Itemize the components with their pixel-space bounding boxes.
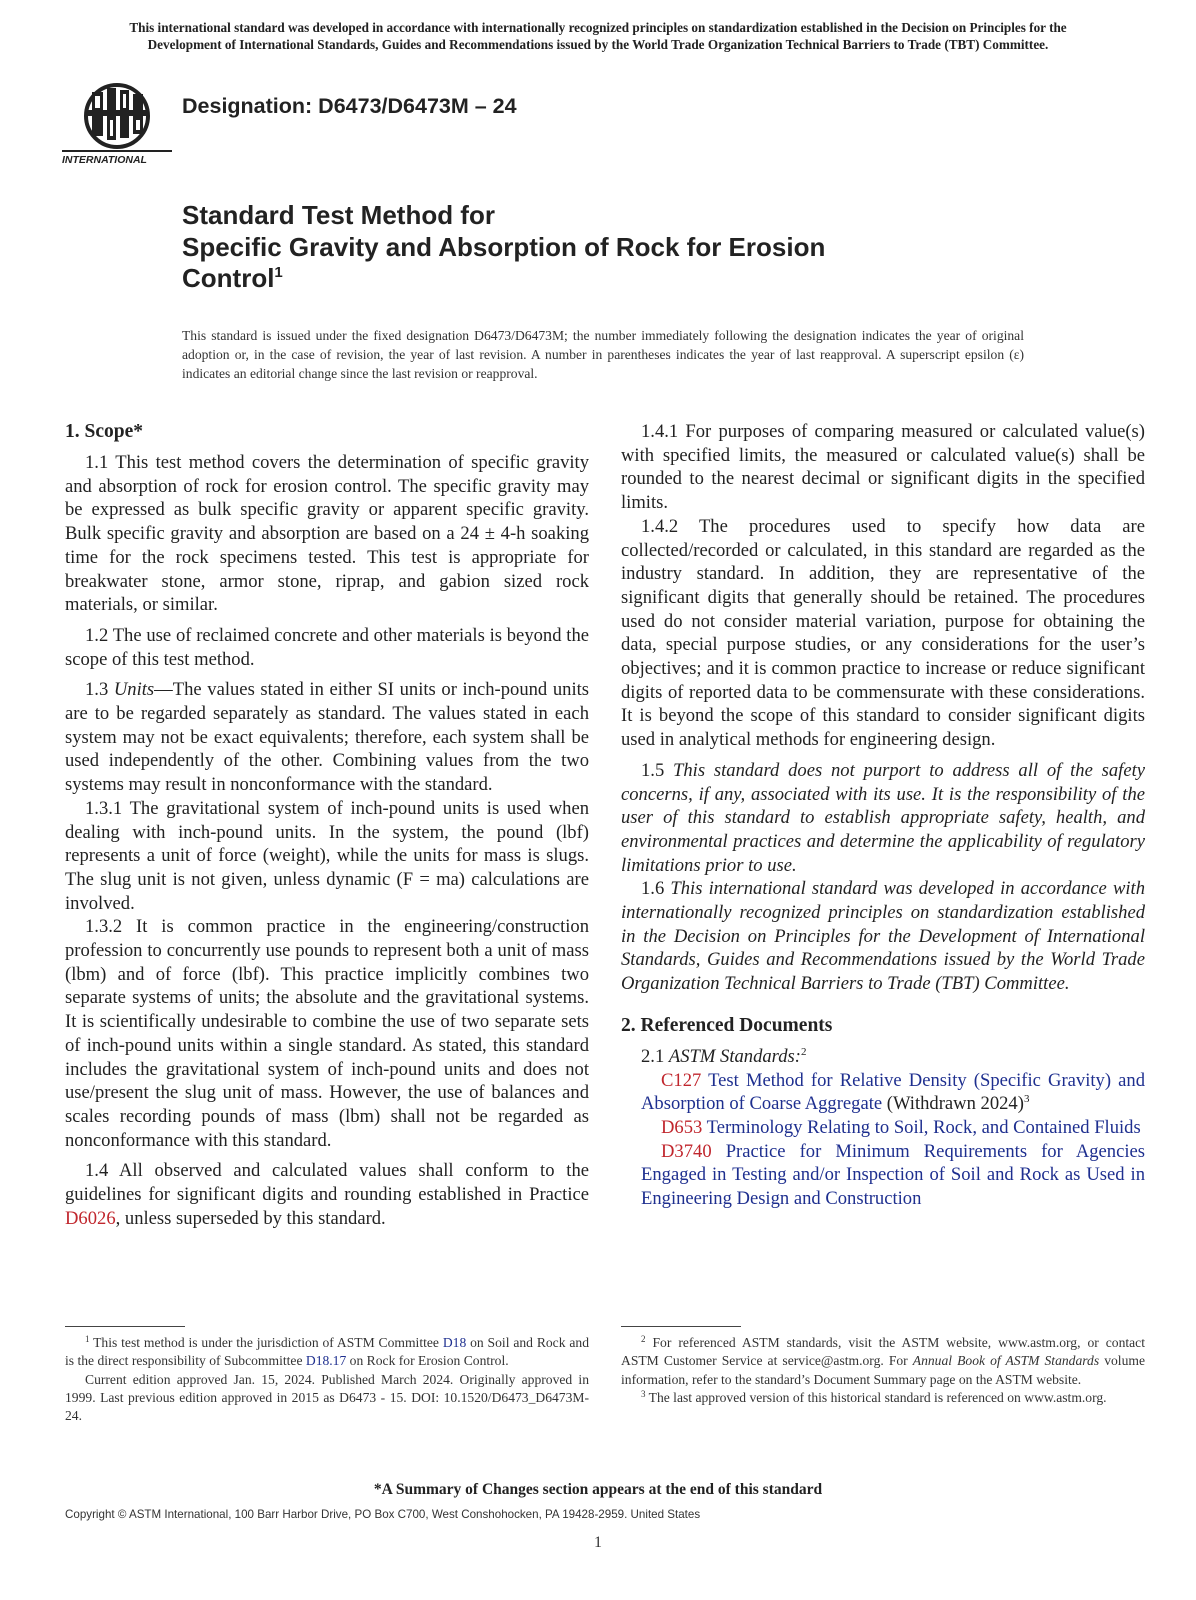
para-1-5: 1.5 This standard does not purport to address all of the safety concerns, if any, associated with its use. It is the responsibility of the user of this standard to establish appropriate safety, health, and environmental practices and determine the applicability of regulatory limitations prior to use.	[621, 759, 1145, 876]
ref-item-d3740[interactable]: D3740 Practice for Minimum Requirements for Agencies Engaged in Testing and/or Inspection of Soil and Rock as Used in Engineering Design and Construction	[641, 1140, 1145, 1210]
para-1-2: 1.2 The use of reclaimed concrete and other materials is beyond the scope of this test method.	[65, 624, 589, 670]
link-d6026[interactable]: D6026	[65, 1207, 116, 1229]
footnotes-left	[65, 1334, 589, 1425]
wto-notice-line1: This international standard was developed in accordance with internationally recognized principles on standardization established in the Decision on Principles for the	[129, 20, 1067, 35]
document-title	[182, 200, 1082, 295]
units-label: Units	[113, 679, 155, 701]
footnote-1-edition: Current edition approved Jan. 15, 2024. Published March 2024. Originally approved in 1999. Last previous edition approved in 2015 as D6473 - 15. DOI: 10.1520/D6473_D6473M-24.	[65, 1371, 589, 1424]
ref-item-c127[interactable]: C127 Test Method for Relative Density (Specific Gravity) and Absorption of Coarse Aggregate (Withdrawn 2024)$^3$	[641, 1069, 1145, 1115]
link-d18[interactable]: D18	[442, 1335, 467, 1350]
page-number: 1	[594, 1534, 602, 1551]
wto-notice-line2: Development of International Standards, Guides and Recommendations issued by the World Trade Organization Technical Barriers to Trade (TBT) Committee.	[147, 36, 1049, 52]
designation: Designation: D6473/D6473M – 24	[182, 94, 517, 118]
title-footnote-mark: 1	[274, 264, 283, 281]
footnote-2: $^2$ For referenced ASTM standards, visit the ASTM website, www.astm.org, or contact ASTM Customer Service at service@astm.org. For Annual Book of ASTM Standards volume information, refer to the standard’s Document Summary page on the ASTM website.	[621, 1334, 1145, 1387]
refdocs-heading: 2. Referenced Documents	[621, 1014, 833, 1036]
para-1-3-1: 1.3.1 The gravitational system of inch-pound units is used when dealing with inch-pound units. In the system, the pound (lbf) represents a unit of force (weight), while the units for mass is slugs. The slug unit is not given, unless dynamic (F = ma) calculations are involved.	[65, 797, 589, 914]
copyright: Copyright © ASTM International, 100 Barr Harbor Drive, PO Box C700, West Conshohocken, PA 19428-2959. United States	[65, 1508, 701, 1521]
title-line1: Standard Test Method for	[182, 200, 495, 230]
para-1-4-1: 1.4.1 For purposes of comparing measured or calculated value(s) with specified limits, the measured or calculated value(s) shall be rounded to the nearest decimal or significant digits in the specified limits.	[621, 421, 1145, 514]
para-1-6: 1.6 This international standard was developed in accordance with internationally recognized principles on standardization established in the Decision on Principles for the Development of International Standards, Guides and Recommendations issued by the World Trade Organization Technical Barriers to Trade (TBT) Committee.	[621, 878, 1146, 995]
issued-note: This standard is issued under the fixed designation D6473/D6473M; the number immediately following the designation indicates the year of original adoption or, in the case of revision, the year of last revision. A number in parentheses indicates the year of last reapproval. A superscript epsilon (ε) indicates an editorial change since the last revision or reapproval.	[182, 328, 1024, 381]
para-1-3: 1.3 Units—The values stated in either SI units or inch-pound units are to be regarded separately as standard. The values stated in each system may not be exact equivalents; therefore, each system shall be used independently of the other. Combining values from the two systems may result in nonconformance with the standard.	[65, 679, 590, 796]
ref-item-d653[interactable]: D653 Terminology Relating to Soil, Rock, and Contained Fluids	[661, 1116, 1141, 1138]
footnote-rule-right	[621, 1326, 741, 1327]
summary-of-changes-note: *A Summary of Changes section appears at the end of this standard	[373, 1481, 823, 1498]
para-1-4: 1.4 All observed and calculated values shall conform to the guidelines for significant digits and rounding established in Practice D6026, unless superseded by this standard.	[65, 1160, 589, 1229]
para-2-1: 2.1 ASTM Standards:$^2$	[641, 1045, 807, 1067]
link-d18-17[interactable]: D18.17	[305, 1353, 347, 1369]
logo-international-text: INTERNATIONAL	[62, 150, 172, 166]
footnote-rule-left	[65, 1326, 185, 1327]
scope-heading: 1. Scope*	[65, 421, 143, 442]
astm-logo	[62, 80, 172, 170]
left-column	[65, 420, 589, 1231]
footnote-1: $^1$ This test method is under the jurisdiction of ASTM Committee D18 on Soil and Rock and is the direct responsibility of Subcommittee D18.17 on Rock for Erosion Control.	[65, 1334, 589, 1369]
footnote-3: $^3$ The last approved version of this historical standard is referenced on www.astm.org.	[641, 1388, 1107, 1405]
para-1-4-2: 1.4.2 The procedures used to specify how data are collected/recorded or calculated, in this standard are regarded as the industry standard. In addition, they are representative of the significant digits that generally should be retained. The procedures used do not consider material variation, purpose for obtaining the data, special purpose studies, or any considerations for the user’s objectives; and it is common practice to increase or reduce significant digits of reported data to be commensurate with these considerations. It is beyond the scope of this standard to consider significant digits used in analytical methods for engineering design.	[621, 515, 1145, 751]
wto-notice	[40, 20, 1156, 53]
footnotes-right	[621, 1334, 1145, 1407]
para-1-1: 1.1 This test method covers the determination of specific gravity and absorption of rock for erosion control. The specific gravity may be expressed as bulk specific gravity or apparent specific gravity. Bulk specific gravity and absorption are based on a 24 ± 4-h soaking time for the rock specimens tested. This test is appropriate for breakwater stone, armor stone, riprap, and gabion sized rock materials, or similar.	[65, 452, 589, 616]
title-line2: Specific Gravity and Absorption of Rock for Erosion	[182, 231, 826, 262]
right-column	[621, 420, 1145, 1211]
para-1-3-2: 1.3.2 It is common practice in the engineering/construction profession to concurrently use pounds to represent both a unit of mass (lbm) and of force (lbf). This practice implicitly combines two separate systems of units; the absolute and the gravitational systems. It is scientifically undesirable to combine the use of two separate sets of inch-pound units within a single standard. As stated, this standard includes the gravitational system of inch-pound units and does not use/present the slug unit of mass. However, the use of balances and scales recording pounds of mass (lbm) shall not be regarded as nonconformance with this standard.	[65, 916, 589, 1151]
title-line3: Control	[182, 263, 275, 293]
